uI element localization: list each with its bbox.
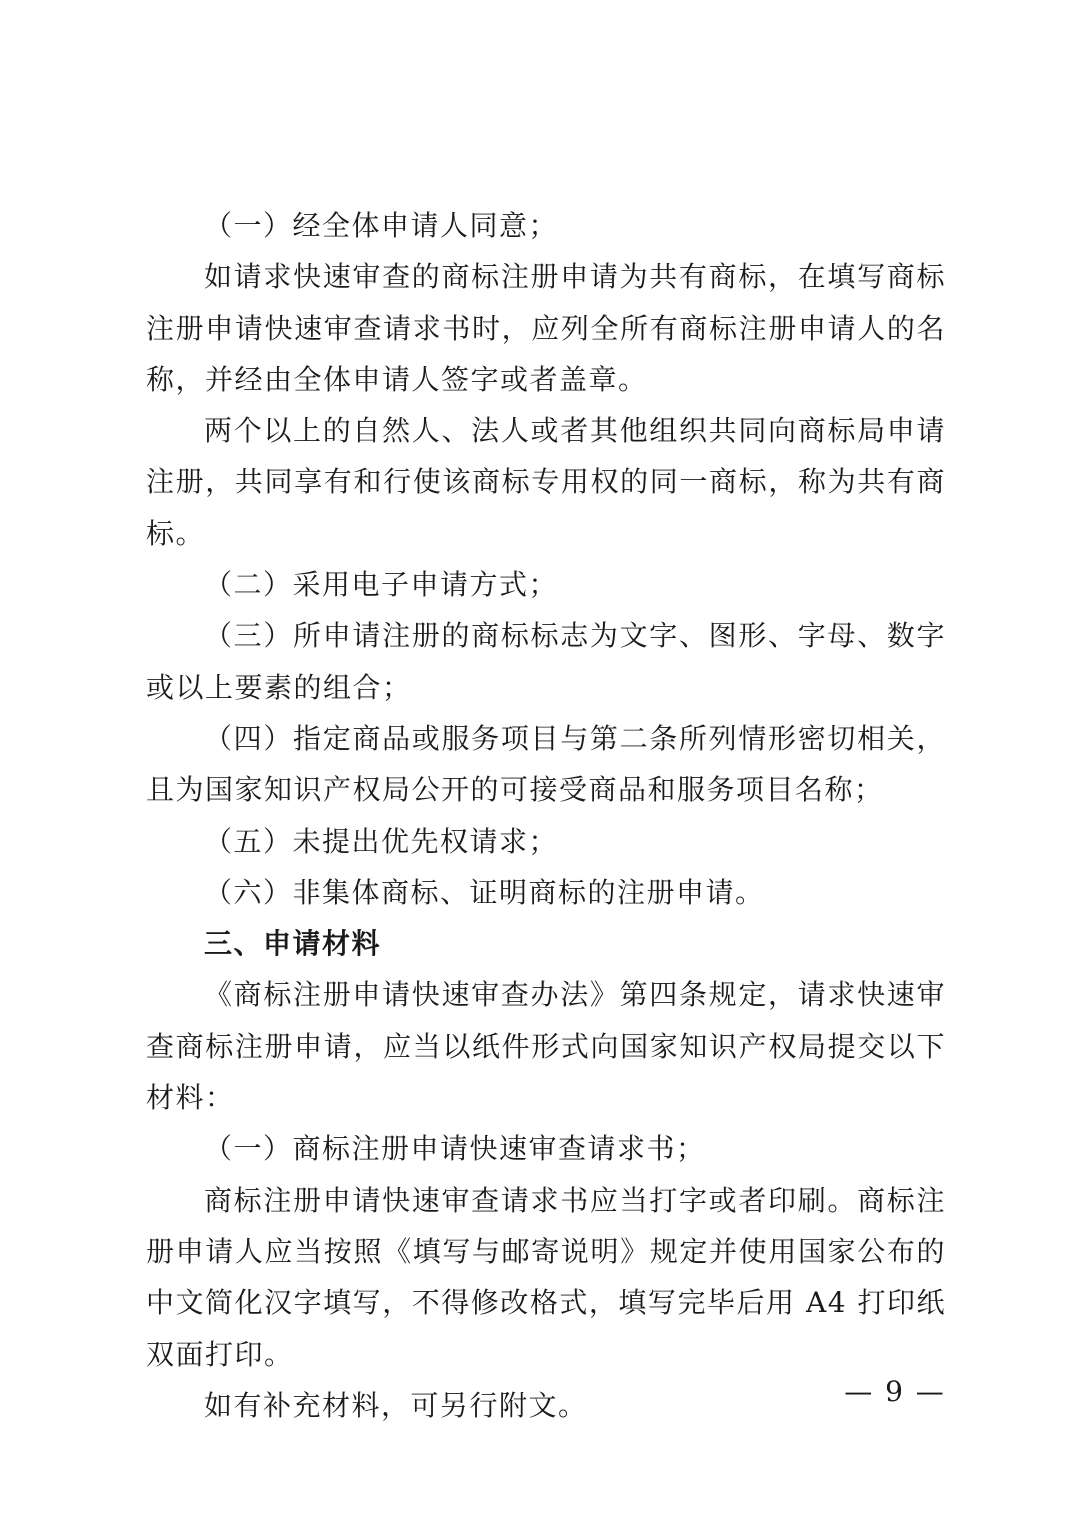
paragraph-designated-goods: （四）指定商品或服务项目与第二条所列情形密切相关，且为国家知识产权局公开的可接受商品和服务项目名称； — [146, 721, 946, 807]
paragraph-supplementary: 如有补充材料，可另行附文。 — [204, 1388, 588, 1422]
paragraph-joint-trademark-request: 如请求快速审查的商标注册申请为共有商标，在填写商标注册申请快速审查请求书时，应列全所有商标注册申请人的名称，并经由全体申请人签字或者盖章。 — [146, 260, 946, 396]
paragraph-form-instructions: 商标注册申请快速审查请求书应当打字或者印刷。商标注册申请人应当按照《填写与邮寄说明》规定并使用国家公布的中文简化汉字填写，不得修改格式，填写完毕后用 A4 打印纸双面打印。 — [146, 1183, 946, 1371]
paragraph-request-form: （一）商标注册申请快速审查请求书； — [204, 1132, 706, 1166]
page-number: — 9 — — [844, 1375, 946, 1408]
paragraph-no-priority: （五）未提出优先权请求； — [204, 824, 559, 858]
paragraph-consent: （一）经全体申请人同意； — [204, 209, 559, 242]
paragraph-electronic-application: （二）采用电子申请方式； — [204, 568, 559, 602]
document-body — [146, 200, 946, 1431]
paragraph-joint-trademark-definition: 两个以上的自然人、法人或者其他组织共同向商标局申请注册，共同享有和行使该商标专用权的同一商标，称为共有商标。 — [146, 414, 946, 550]
paragraph-mark-elements: （三）所申请注册的商标标志为文字、图形、字母、数字或以上要素的组合； — [146, 619, 946, 704]
section-heading-materials: 三、申请材料 — [204, 927, 382, 961]
paragraph-non-collective: （六）非集体商标、证明商标的注册申请。 — [204, 875, 765, 909]
paragraph-article-four: 《商标注册申请快速审查办法》第四条规定，请求快速审查商标注册申请，应当以纸件形式向国家知识产权局提交以下材料： — [146, 978, 946, 1115]
